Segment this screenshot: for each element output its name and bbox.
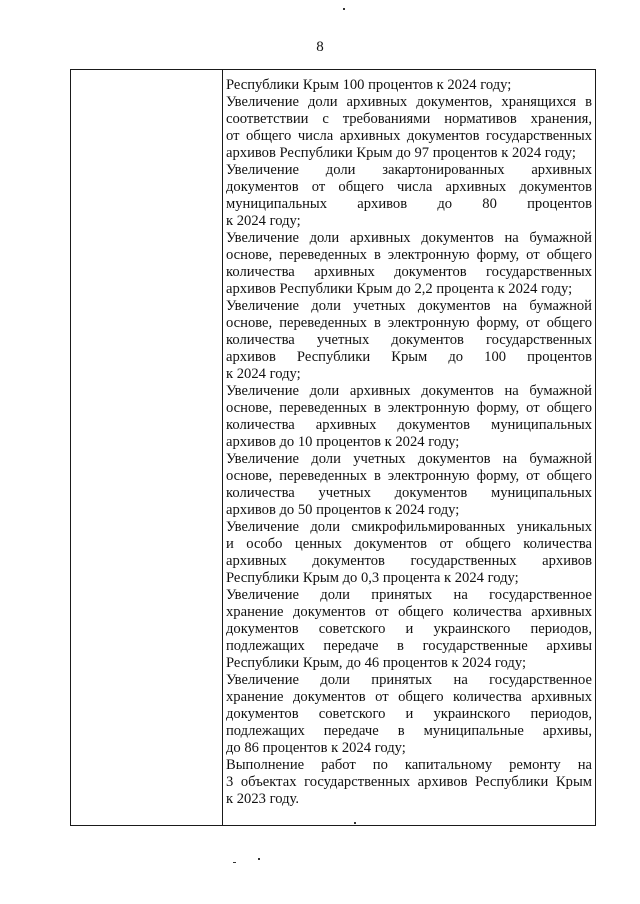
goal-text-line: количества учетных документов муниципальных xyxy=(226,485,592,501)
page-number: 8 xyxy=(316,39,324,55)
goal-text-line: основе, переведенных в электронную форму, от общего xyxy=(226,468,592,484)
goal-text-line: Выполнение работ по капитальному ремонту на xyxy=(226,757,592,773)
goal-text-line: Увеличение доли архивных документов на бумажной xyxy=(226,230,592,246)
scan-speck xyxy=(354,822,356,824)
goal-text-line: архивов Республики Крым до 2,2 процента к 2024 году; xyxy=(226,281,573,297)
goal-text-line: документов советского и украинского периодов, xyxy=(226,621,592,637)
scan-speck xyxy=(233,862,236,863)
scan-speck xyxy=(343,8,345,10)
goal-text-line: Увеличение доли архивных документов, хранящихся в xyxy=(226,94,592,110)
table-right-cell xyxy=(223,70,595,808)
goal-text-line: архивов до 10 процентов к 2024 году; xyxy=(226,434,460,450)
goal-text-line: Республики Крым 100 процентов к 2024 году; xyxy=(226,77,512,93)
goal-text-line: подлежащих передаче в муниципальные архивы, xyxy=(226,723,592,739)
goal-text-line: количества учетных документов государственных xyxy=(226,332,592,348)
goal-text-line: документов от общего числа архивных документов xyxy=(226,179,592,195)
goal-text-line: к 2024 году; xyxy=(226,366,301,382)
goal-text-line: архивов Республики Крым до 100 процентов xyxy=(226,349,592,365)
goal-text-line: к 2023 году. xyxy=(226,791,299,807)
goal-text-line: Увеличение доли смикрофильмированных уникальных xyxy=(226,519,592,535)
goal-text-line: архивных документов государственных архивов xyxy=(226,553,592,569)
goal-text-line: основе, переведенных в электронную форму, от общего xyxy=(226,247,592,263)
goal-text-line: и особо ценных документов от общего количества xyxy=(226,536,592,552)
goal-text-line: хранение документов от общего количества архивных xyxy=(226,689,592,705)
goal-text-line: от общего числа архивных документов государственных xyxy=(226,128,592,144)
goal-text-line: Увеличение доли принятых на государственное xyxy=(226,672,592,688)
goal-text-line: архивов Республики Крым до 97 процентов к 2024 году; xyxy=(226,145,576,161)
goal-text-line: Увеличение доли закартонированных архивных xyxy=(226,162,592,178)
goal-text-line: количества архивных документов муниципальных xyxy=(226,417,592,433)
goal-text-line: основе, переведенных в электронную форму, от общего xyxy=(226,400,592,416)
goal-text-line: до 86 процентов к 2024 году; xyxy=(226,740,406,756)
goal-text-line: хранение документов от общего количества архивных xyxy=(226,604,592,620)
table-left-cell xyxy=(71,70,223,825)
goal-text-line: основе, переведенных в электронную форму, от общего xyxy=(226,315,592,331)
goal-text-line: Республики Крым до 0,3 процента к 2024 году; xyxy=(226,570,519,586)
goal-text-line: соответствии с требованиями нормативов хранения, xyxy=(226,111,592,127)
goal-text-line: количества архивных документов государственных xyxy=(226,264,592,280)
goal-text-line: подлежащих передаче в государственные архивы xyxy=(226,638,592,654)
goal-text-line: Увеличение доли архивных документов на бумажной xyxy=(226,383,592,399)
goal-text-line: документов советского и украинского периодов, xyxy=(226,706,592,722)
goal-text-line: муниципальных архивов до 80 процентов xyxy=(226,196,592,212)
scan-speck xyxy=(258,858,260,860)
goal-text-line: Увеличение доли принятых на государственное xyxy=(226,587,592,603)
goal-text-line: 3 объектах государственных архивов Республики Крым xyxy=(226,774,592,790)
program-table xyxy=(70,69,596,826)
goal-text-line: к 2024 году; xyxy=(226,213,301,229)
goal-text-line: Республики Крым, до 46 процентов к 2024 году; xyxy=(226,655,527,671)
goal-text-line: Увеличение доли учетных документов на бумажной xyxy=(226,451,592,467)
goal-text-line: архивов до 50 процентов к 2024 году; xyxy=(226,502,460,518)
goal-text-line: Увеличение доли учетных документов на бумажной xyxy=(226,298,592,314)
